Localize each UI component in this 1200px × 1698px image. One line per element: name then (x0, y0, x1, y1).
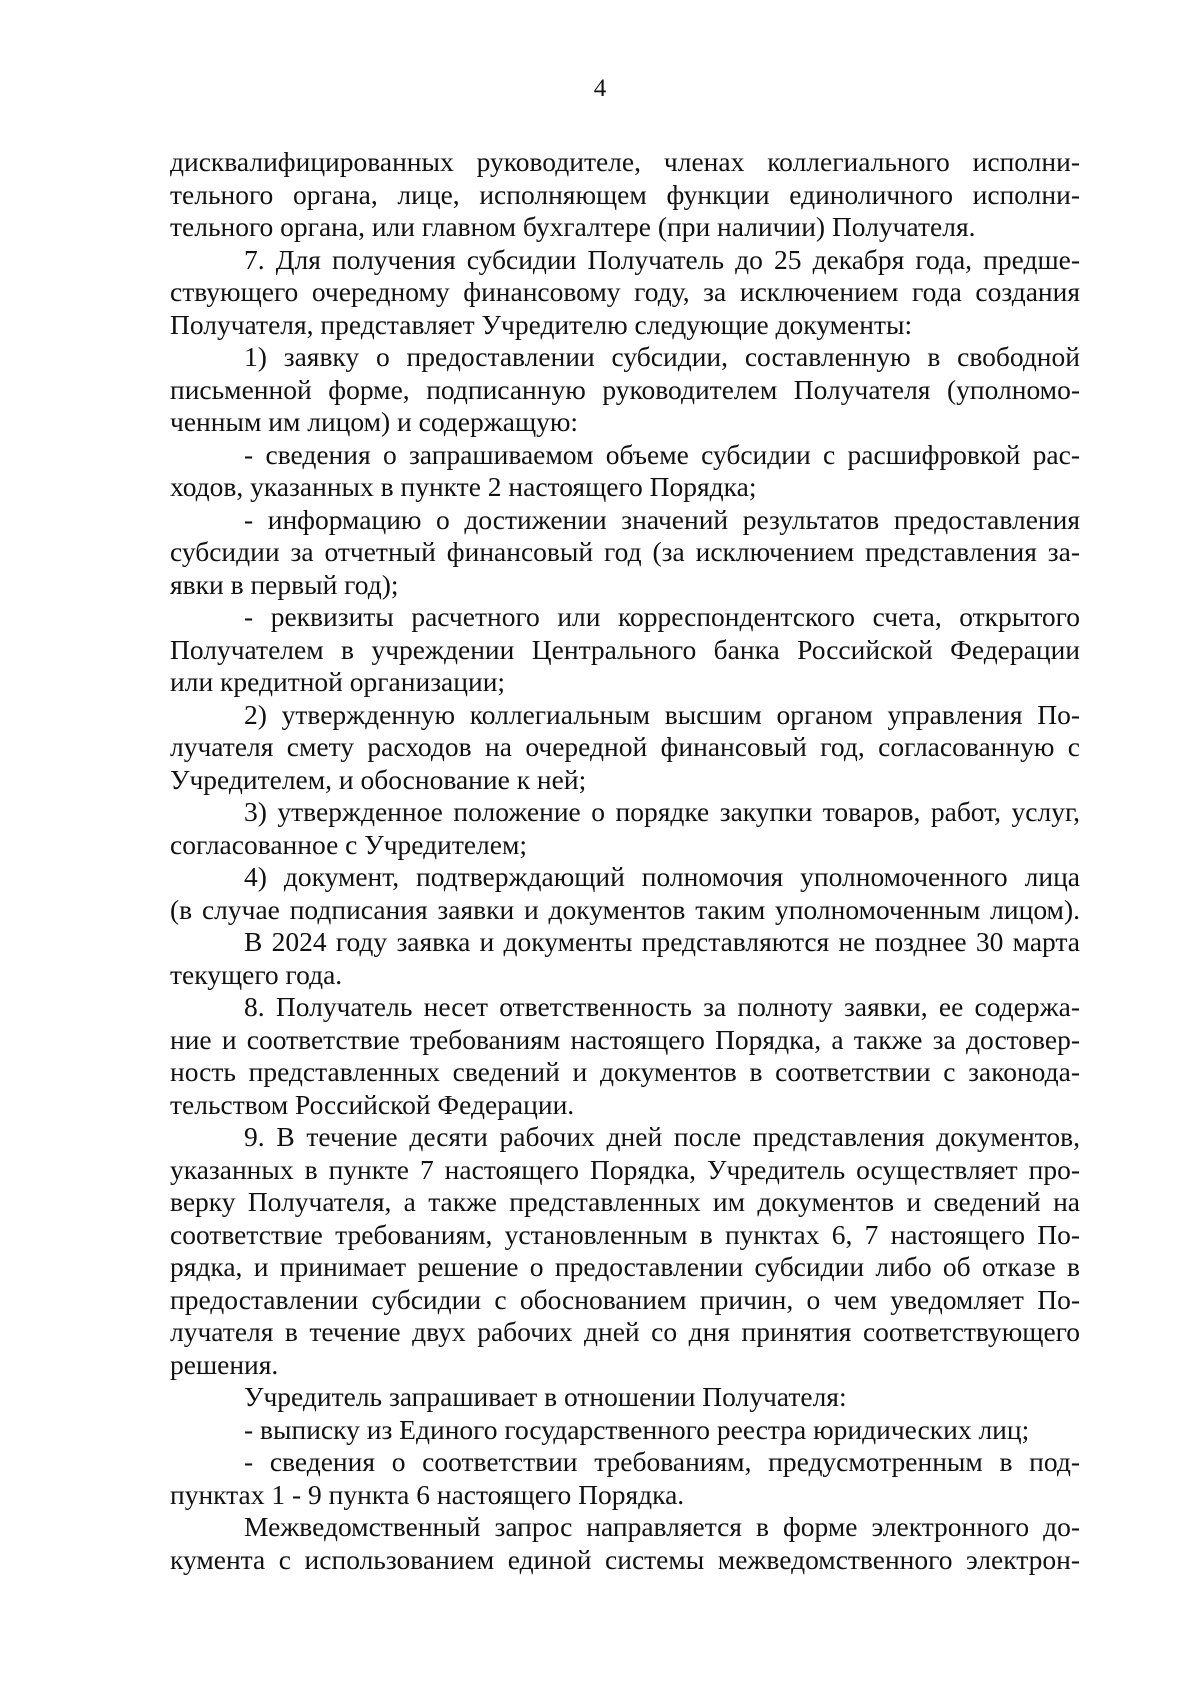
text-line: тельством Российской Федерации. (170, 1088, 575, 1120)
text-line: лучателя смету расходов на очередной финансовый год, согласованную с (170, 731, 1080, 762)
text-line: 3) утвержденное положение о порядке закупки товаров, работ, услуг, (244, 796, 1080, 827)
text-line: дисквалифицированных руководителе, членах коллегиального исполни- (170, 146, 1080, 177)
text-line: Межведомственный запрос направляется в форме электронного до- (244, 1511, 1080, 1542)
text-line: - сведения о соответствии требованиям, предусмотренным в под- (244, 1446, 1080, 1477)
text-line: пунктах 1 - 9 пункта 6 настоящего Порядка. (170, 1478, 685, 1510)
text-line: тельного органа, лице, исполняющем функции единоличного исполни- (170, 178, 1080, 210)
text-line: 2) утвержденную коллегиальным высшим органом управления По- (244, 698, 1080, 730)
text-line: (в случае подписания заявки и документов таким уполномоченным лицом). (170, 893, 1080, 925)
text-line: субсидии за отчетный финансовый год (за исключением представления за- (170, 536, 1080, 567)
text-line: - реквизиты расчетного или корреспондентского счета, открытого (244, 601, 1080, 632)
text-line: 4) документ, подтверждающий полномочия уполномоченного лица (244, 861, 1080, 892)
text-line: кумента с использованием единой системы межведомственного электрон- (170, 1543, 1080, 1575)
page-number: 4 (593, 75, 607, 102)
text-line: ченным им лицом) и содержащую: (170, 406, 579, 437)
text-line: решения. (170, 1348, 279, 1380)
text-line: явки в первый год); (170, 568, 399, 600)
text-line: - сведения о запрашиваемом объеме субсидии с расшифровкой рас- (244, 438, 1080, 470)
text-line: соответствие требованиям, установленным в пунктах 6, 7 настоящего По- (170, 1218, 1080, 1250)
text-line: Учредитель запрашивает в отношении Получателя: (244, 1381, 847, 1412)
text-line: письменной форме, подписанную руководителем Получателя (уполномо- (170, 373, 1080, 405)
text-line: ность представленных сведений и документов в соответствии с законода- (170, 1056, 1080, 1087)
text-line: - информацию о достижении значений результатов предоставления (244, 503, 1080, 535)
text-line: или кредитной организации; (170, 666, 506, 697)
text-line: согласованное с Учредителем; (170, 828, 528, 860)
text-line: текущего года. (170, 958, 343, 990)
text-line: Получателя, представляет Учредителю следующие документы: (170, 308, 913, 340)
text-line: Учредителем, и обоснование к ней; (170, 763, 587, 795)
text-line: ходов, указанных в пункте 2 настоящего Порядка; (170, 471, 757, 502)
text-line: рядка, и принимает решение о предоставлении субсидии либо об отказе в (170, 1251, 1080, 1282)
text-line: ствующего очередному финансовому году, за исключением года создания (170, 276, 1080, 307)
text-line: В 2024 году заявка и документы представляются не позднее 30 марта (244, 926, 1080, 957)
text-line: 8. Получатель несет ответственность за полноту заявки, ее содержа- (244, 991, 1080, 1022)
text-line: предоставлении субсидии с обоснованием причин, о чем уведомляет По- (170, 1283, 1080, 1315)
text-line: лучателя в течение двух рабочих дней со дня принятия соответствующего (170, 1316, 1080, 1347)
text-line: 9. В течение десяти рабочих дней после представления документов, (244, 1121, 1080, 1152)
text-line: - выписку из Единого государственного реестра юридических лиц; (244, 1413, 1030, 1445)
text-line: ние и соответствие требованиям настоящего Порядка, а также за достовер- (170, 1023, 1080, 1055)
text-line: верку Получателя, а также представленных им документов и сведений на (170, 1186, 1080, 1217)
text-line: указанных в пункте 7 настоящего Порядка, Учредитель осуществляет про- (170, 1153, 1080, 1185)
text-line: 7. Для получения субсидии Получатель до 25 декабря года, предше- (244, 243, 1080, 275)
text-line: тельного органа, или главном бухгалтере (при наличии) Получателя. (170, 211, 976, 242)
text-line: 1) заявку о предоставлении субсидии, составленную в свободной (244, 341, 1080, 372)
document-body (170, 146, 1080, 1576)
text-line: Получателем в учреждении Центрального банка Российской Федерации (170, 633, 1080, 665)
